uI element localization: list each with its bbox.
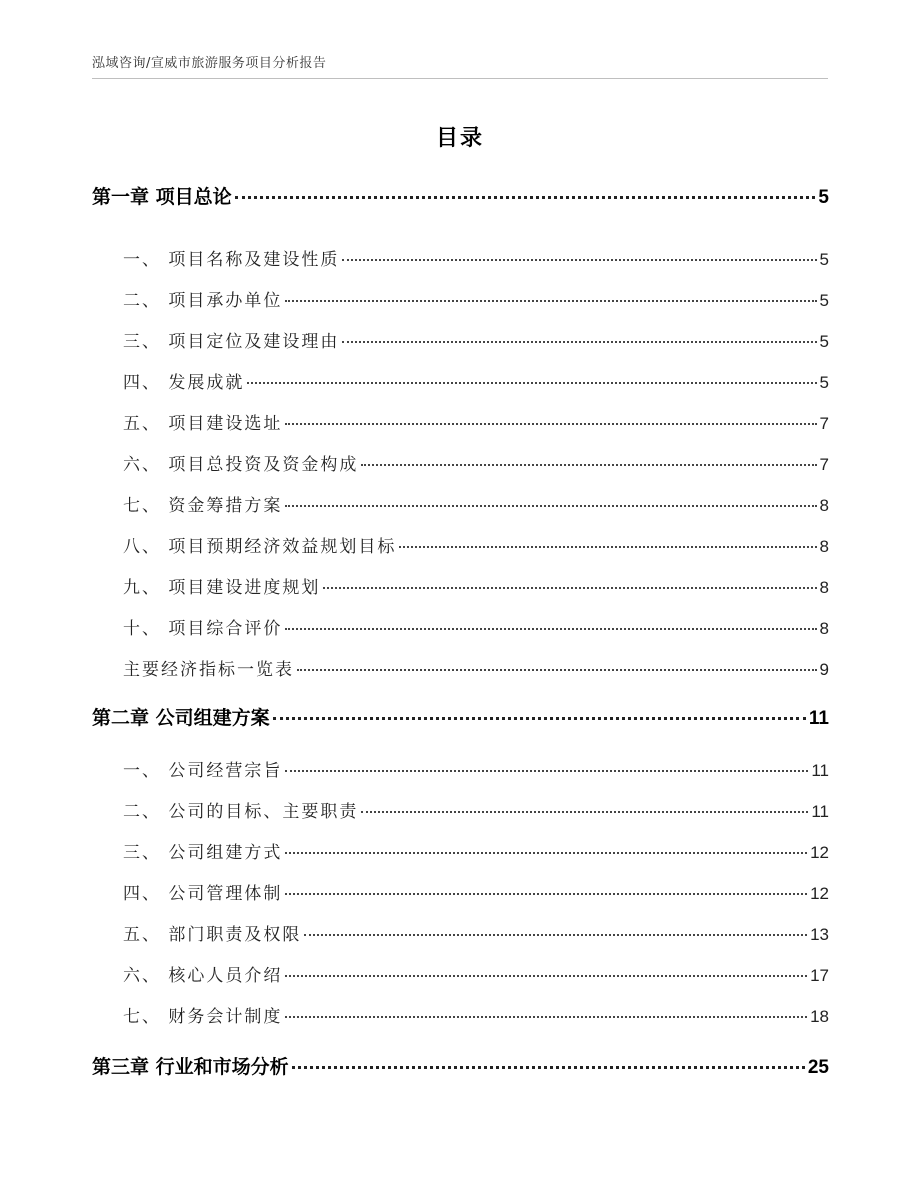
toc-chapter-2[interactable] bbox=[92, 703, 829, 730]
toc-entry-label: 二、 公司的目标、主要职责 bbox=[123, 802, 359, 822]
dot-leader bbox=[285, 300, 816, 302]
toc-entry-label: 二、 项目承办单位 bbox=[123, 291, 283, 311]
toc-entry-page: 12 bbox=[810, 843, 829, 862]
toc-entry-page: 12 bbox=[810, 884, 829, 903]
toc-entry-label: 四、 发展成就 bbox=[123, 373, 245, 393]
toc-section[interactable] bbox=[123, 1002, 829, 1027]
dot-leader bbox=[285, 975, 807, 977]
toc-entry-label: 主要经济指标一览表 bbox=[123, 660, 294, 680]
running-header: 泓域咨询/宣威市旅游服务项目分析报告 bbox=[92, 56, 327, 71]
toc-entry-page: 8 bbox=[819, 619, 829, 638]
dot-leader bbox=[247, 382, 816, 384]
toc-entry-label: 六、 项目总投资及资金构成 bbox=[123, 455, 359, 475]
dot-leader bbox=[297, 669, 817, 671]
dot-leader bbox=[285, 893, 807, 895]
toc-entry-page: 7 bbox=[819, 455, 829, 474]
dot-leader bbox=[285, 1016, 807, 1018]
toc-entry-label: 五、 项目建设选址 bbox=[123, 414, 283, 434]
toc-entry-page: 11 bbox=[811, 802, 829, 821]
toc-entry-label: 六、 核心人员介绍 bbox=[123, 966, 283, 986]
dot-leader bbox=[273, 717, 806, 720]
toc-entry-page: 11 bbox=[811, 761, 829, 780]
toc-entry-page: 5 bbox=[819, 291, 829, 310]
dot-leader bbox=[342, 259, 816, 261]
toc-entry-page: 5 bbox=[819, 250, 829, 269]
dot-leader bbox=[285, 770, 808, 772]
toc-entry-page: 5 bbox=[819, 373, 829, 392]
toc-section[interactable] bbox=[123, 286, 829, 311]
toc-entry-page: 13 bbox=[810, 925, 829, 944]
toc-entry-label: 一、 项目名称及建设性质 bbox=[123, 250, 340, 270]
toc-entry-page: 11 bbox=[808, 708, 829, 729]
dot-leader bbox=[292, 1066, 805, 1069]
toc-entry-page: 8 bbox=[819, 578, 829, 597]
toc-section[interactable] bbox=[123, 655, 829, 680]
dot-leader bbox=[361, 811, 808, 813]
toc-section[interactable] bbox=[123, 245, 829, 270]
toc-section[interactable] bbox=[123, 491, 829, 516]
toc-section[interactable] bbox=[123, 327, 829, 352]
toc-entry-page: 9 bbox=[819, 660, 829, 679]
toc-entry-label: 三、 项目定位及建设理由 bbox=[123, 332, 340, 352]
toc-section[interactable] bbox=[123, 614, 829, 639]
toc-title: 目录 bbox=[435, 126, 484, 151]
toc-section[interactable] bbox=[123, 797, 829, 822]
toc-section[interactable] bbox=[123, 756, 829, 781]
toc-entry-page: 7 bbox=[819, 414, 829, 433]
toc-entry-label: 七、 财务会计制度 bbox=[123, 1007, 283, 1027]
toc-section[interactable] bbox=[123, 573, 829, 598]
dot-leader bbox=[235, 196, 816, 199]
dot-leader bbox=[323, 587, 816, 589]
toc-chapter-1[interactable] bbox=[92, 182, 829, 209]
toc-entry-label: 八、 项目预期经济效益规划目标 bbox=[123, 537, 397, 557]
toc-entry-label: 一、 公司经营宗旨 bbox=[123, 761, 283, 781]
toc-entry-label: 十、 项目综合评价 bbox=[123, 619, 283, 639]
toc-entry-page: 8 bbox=[819, 537, 829, 556]
toc-entry-label: 七、 资金筹措方案 bbox=[123, 496, 283, 516]
dot-leader bbox=[285, 628, 816, 630]
dot-leader bbox=[399, 546, 816, 548]
toc-entry-label: 九、 项目建设进度规划 bbox=[123, 578, 321, 598]
toc-section[interactable] bbox=[123, 450, 829, 475]
toc-entry-page: 5 bbox=[819, 332, 829, 351]
toc-chapter-3[interactable] bbox=[92, 1052, 829, 1079]
toc-entry-label: 五、 部门职责及权限 bbox=[123, 925, 302, 945]
dot-leader bbox=[285, 423, 816, 425]
toc-entry-page: 25 bbox=[807, 1057, 829, 1078]
toc-entry-label: 第二章 公司组建方案 bbox=[92, 707, 270, 729]
toc-entry-label: 三、 公司组建方式 bbox=[123, 843, 283, 863]
dot-leader bbox=[285, 852, 807, 854]
toc-section[interactable] bbox=[123, 409, 829, 434]
toc-section[interactable] bbox=[123, 961, 829, 986]
toc-entry-page: 17 bbox=[810, 966, 829, 985]
dot-leader bbox=[304, 934, 807, 936]
toc-entry-page: 18 bbox=[810, 1007, 829, 1026]
toc-section[interactable] bbox=[123, 879, 829, 904]
toc-entry-page: 5 bbox=[818, 187, 829, 208]
dot-leader bbox=[342, 341, 816, 343]
toc-entry-label: 第一章 项目总论 bbox=[92, 186, 232, 208]
toc-entry-page: 8 bbox=[819, 496, 829, 515]
toc-section[interactable] bbox=[123, 838, 829, 863]
dot-leader bbox=[361, 464, 816, 466]
dot-leader bbox=[285, 505, 816, 507]
toc-section[interactable] bbox=[123, 368, 829, 393]
toc-section[interactable] bbox=[123, 920, 829, 945]
toc-section[interactable] bbox=[123, 532, 829, 557]
header-rule bbox=[92, 78, 828, 79]
toc-entry-label: 四、 公司管理体制 bbox=[123, 884, 283, 904]
toc-entry-label: 第三章 行业和市场分析 bbox=[92, 1056, 289, 1078]
